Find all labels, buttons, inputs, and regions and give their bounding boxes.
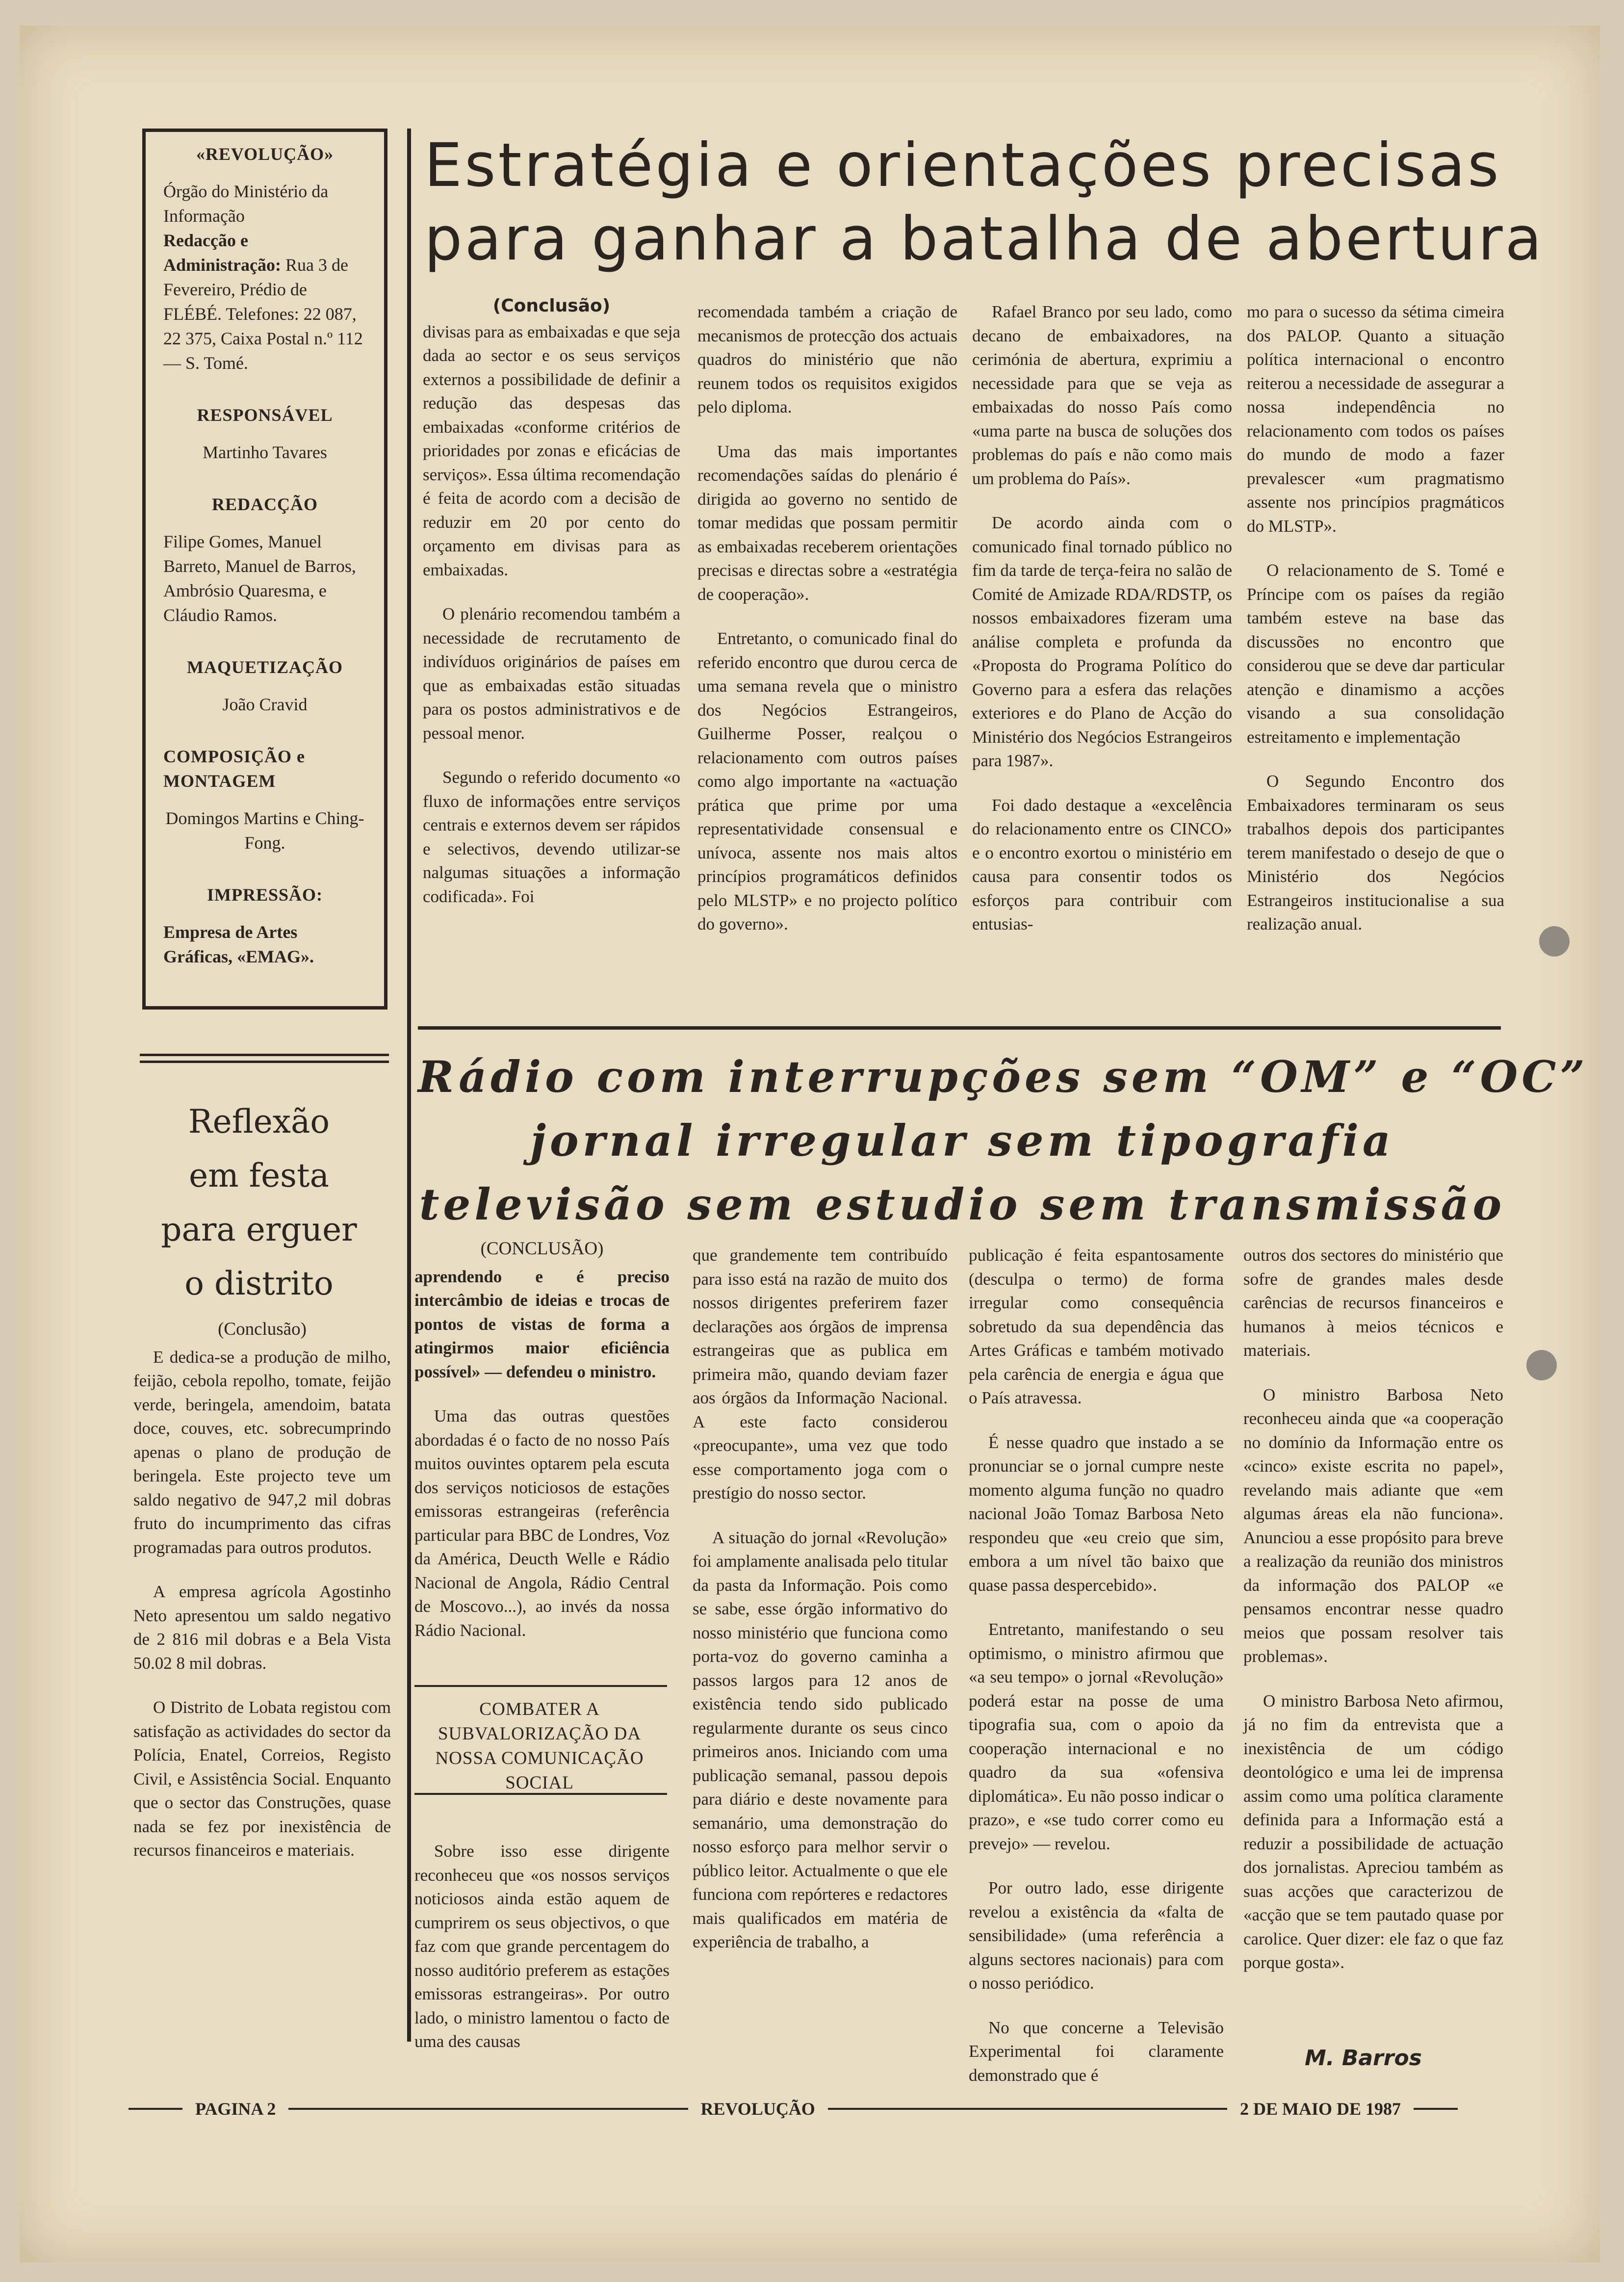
- masthead-name: «REVOLUÇÃO»: [196, 144, 334, 164]
- paragraph: Rafael Branco por seu lado, como decano de embaixadores, na cerimónia de abertura, exprimiu a necessidade para que se veja as embaixadas do nosso País como «uma parte na busca de soluções dos problemas do país e não como mais um problema do País».: [972, 302, 1232, 488]
- article1-column-2: [697, 300, 957, 957]
- section-rule: [418, 1026, 1501, 1030]
- footer-rule: [1414, 2108, 1458, 2110]
- paragraph: A empresa agrícola Agostinho Neto apresentou um saldo negativo de 2 816 mil dobras e a Bela Vista 50.02 8 mil dobras.: [133, 1582, 391, 1673]
- article1-column-1: [423, 294, 680, 929]
- paragraph: aprendendo e é preciso intercâmbio de ideias e trocas de pontos de vistas de forma a atingirmos maior eficiência possível» — defendeu o ministro.: [414, 1267, 670, 1381]
- footer-rule: [828, 2108, 1227, 2110]
- paper-name: REVOLUÇÃO: [700, 2099, 815, 2119]
- headline-line: jornal irregular sem tipografia: [530, 1115, 1394, 1166]
- paragraph: Uma das mais importantes recomendações saídas do plenário é dirigida ao governo no sentido de tomar medidas que possam permitir as embaixadas receberem orientações precisas e directas sobre a «estratégia de cooperação».: [697, 441, 957, 604]
- paragraph: A situação do jornal «Revolução» foi amplamente analisada pelo titular da pasta da Informação. Pois como se sabe, esse órgão informativo do nosso ministério que funciona como porta-voz do governo caminha a passos largos para 12 anos de existência tendo sido publicado regularmente durante os seus cinco primeiros anos. Iniciando com uma publicação semanal, passou depois para diário e deste novamente para semanário, uma demonstração do nosso esforço para melhor servir o público leitor. Actualmente o que ele funciona com repórteres e redactores mais qualificados em matéria de experiência de trabalho, a: [693, 1528, 948, 1951]
- paragraph: Por outro lado, esse dirigente revelou a existência da «falta de sensibilidade» (uma referência a alguns sectores nacionais) para com o nosso periódico.: [969, 1878, 1224, 1993]
- headline-line: para ganhar a batalha de abertura: [424, 204, 1545, 274]
- headline-line: para erguer: [161, 1211, 357, 1248]
- punch-hole: [1539, 926, 1570, 957]
- subhead-rule: [414, 1685, 667, 1687]
- paragraph: Foi dado destaque a «excelência do relacionamento entre os CINCO» e o encontro exortou o ministério em causa para consentir todos os esforços para contribuir com entusias-: [972, 795, 1232, 934]
- address-text: Rua 3 de Fevereiro, Prédio de FLÉBÉ. Telefones: 22 087, 22 375, Caixa Postal n.º 112 — S. Tomé.: [163, 255, 363, 373]
- headline-line: Estratégia e orientações precisas: [424, 130, 1501, 200]
- headline-line: o distrito: [184, 1265, 334, 1302]
- issue-date: 2 DE MAIO DE 1987: [1239, 2099, 1401, 2119]
- article1-column-3: [972, 300, 1232, 957]
- column-divider: [407, 129, 411, 2042]
- article2-column-3: [969, 1244, 1224, 2108]
- conclusao-label: (CONCLUSÃO): [480, 1239, 604, 1259]
- conclusao-label: (Conclusão): [218, 1319, 307, 1339]
- masthead-box: [142, 129, 387, 1010]
- section-rule: [140, 1054, 389, 1056]
- headline-line: Rádio com interrupções sem “OM” e “OC”: [418, 1051, 1589, 1102]
- punch-hole: [1526, 1350, 1557, 1380]
- article2-headline: [418, 1045, 1589, 1236]
- organ-text: Órgão do Ministério da Informação: [163, 182, 329, 226]
- paragraph: O Segundo Encontro dos Embaixadores terminaram os seus trabalhos depois dos participantes terem manifestado o desejo de que o Ministério dos Negócios Estrangeiros institucionalise a sua realização anual.: [1247, 772, 1504, 934]
- paragraph: outros dos sectores do ministério que sofre de grandes males desde carências de recursos financeiros e humanos à meios técnicos e materiais.: [1243, 1245, 1503, 1360]
- paragraph: O Distrito de Lobata registou com satisfação as actividades do sector da Polícia, Enatel, Correios, Registo Civil, e Assistência Social. Enquanto que o sector das Construções, quase nada se fez por inexistência de recursos financeiros e materiais.: [133, 1698, 391, 1860]
- paragraph: Sobre isso esse dirigente reconheceu que «os nossos serviços noticiosos ainda estão aquem de cumprirem os seus objectivos, o que faz com que grande percentagem do nosso auditório preferem as estações emissoras estrangeiras». Por outro lado, o ministro lamentou o facto de uma des causas: [414, 1841, 670, 2051]
- article2-signature: M. Barros: [1305, 2046, 1422, 2071]
- paragraph: divisas para as embaixadas e que seja dada ao sector e os seus serviços externos a possibilidade de definir a redução das despesas das embaixadas «conforme critérios de prioridades por zonas e eficácias de serviços». Essa última recomendação é feita de acordo com a decisão de reduzir em 20 por cento do orçamento em divisas para as embaixadas.: [423, 322, 680, 579]
- composicao-label: COMPOSIÇÃO e MONTAGEM: [163, 747, 305, 791]
- paragraph: E dedica-se a produção de milho, feijão, cebola repolho, tomate, feijão verde, beringela, amendoim, batata doce, couves, etc. sobrecumprindo apenas o plano de produção de beringela. Este projecto teve um saldo negativo de 947,2 mil dobras fruto do incumprimento das cifras programadas para outros produtos.: [133, 1347, 391, 1557]
- redaccao-names: Filipe Gomes, Manuel Barreto, Manuel de Barros, Ambrósio Quaresma, e Cláudio Ramos.: [163, 532, 356, 625]
- article2-column-1: [414, 1237, 670, 1663]
- paragraph: No que concerne a Televisão Experimental foi claramente demonstrado que é: [969, 2018, 1224, 2085]
- paragraph: Entretanto, o comunicado final do referido encontro que durou cerca de uma semana revela que o ministro dos Negócios Estrangeiros, Guilherme Posser, realçou o relacionamento com outros países como algo importante na «actuação prática que prime por uma representatividade consensual e unívoca, assente nos mais altos princípios programáticos definidos pelo MLSTP» e no projecto político do governo».: [697, 629, 957, 934]
- page-number: PAGINA 2: [195, 2099, 276, 2119]
- redaccao-label: REDACÇÃO: [211, 494, 318, 514]
- article2-column-4: [1243, 1244, 1503, 1996]
- impressao-name: Empresa de Artes Gráficas, «EMAG».: [163, 922, 314, 966]
- maquetizacao-label: MAQUETIZAÇÃO: [186, 657, 343, 677]
- paragraph: Entretanto, manifestando o seu optimismo, o ministro afirmou que «a seu tempo» o jornal «Revolução» poderá estar na posse de uma tipografia sua, com o apoio da cooperação internacional e no quadro da sua «ofensiva diplomática». Eu não posso indicar o prazo», e «se tudo correr como eu prevejo» — revelou.: [969, 1620, 1224, 1853]
- impressao-label: IMPRESSÃO:: [206, 885, 323, 905]
- article1-column-4: [1247, 300, 1504, 957]
- footer-rule: [288, 2108, 688, 2110]
- headline-line: televisão sem estudio sem transmissão: [419, 1179, 1506, 1230]
- paragraph: recomendada também a criação de mecanismos de protecção dos actuais quadros do ministério que não reunem todos os requisitos exigidos pelo diploma.: [697, 302, 957, 416]
- article3-headline: [136, 1095, 382, 1311]
- maquetizacao-name: João Cravid: [222, 695, 308, 714]
- composicao-names: Domingos Martins e Ching-Fong.: [165, 808, 364, 853]
- paragraph: que grandemente tem contribuído para isso está na razão de muito dos nossos dirigentes preferirem fazer declarações aos órgãos de imprensa estrangeiras que as publica em primeira mão, quando deviam fazer aos órgãos da Informação Nacional. A este facto considerou «preocupante», uma vez que todo esse comportamento joga com o prestígio do nosso sector.: [693, 1245, 948, 1503]
- paragraph: De acordo ainda com o comunicado final tornado público no fim da tarde de terça-feira no salão de Comité de Amizade RDA/RDSTP, os nossos embaixadores fizeram uma análise completa e profunda da «Proposta do Programa Político do Governo para a esfera das relações exteriores e do Plano de Acção do Ministério dos Negócios Estrangeiros para 1987».: [972, 513, 1232, 770]
- paragraph: publicação é feita espantosamente (desculpa o termo) de forma irregular como consequência sobretudo da sua dependência das Artes Gráficas e também motivado pela carência de energia e água que o País atravessa.: [969, 1245, 1224, 1407]
- section-rule: [140, 1061, 389, 1063]
- paragraph: O plenário recomendou também a necessidade de recrutamento de indivíduos originários de países em que as embaixadas estão situadas para os postos administrativos e de pessoal menor.: [423, 604, 680, 743]
- paragraph: mo para o sucesso da sétima cimeira dos PALOP. Quanto a situação política internacional o encontro reiterou a necessidade de assegurar a nossa independência no relacionamento com todos os países do mundo de modo a fazer prevalescer «um pragmatismo assente nos princípios pragmáticos do MLSTP».: [1247, 302, 1504, 536]
- article1-headline: [424, 129, 1545, 276]
- article2-column-2: [693, 1244, 948, 1975]
- paragraph: Uma das outras questões abordadas é o facto de no nosso País muitos ouvintes optarem pela escuta dos serviços noticiosos de estações emissoras estrangeiras (referência particular para BBC de Londres, Voz da América, Deucth Welle e Rádio Nacional de Angola, Rádio Central de Moscovo...), ao invés da nossa Rádio Nacional.: [414, 1406, 670, 1640]
- responsavel-name: Martinho Tavares: [203, 442, 327, 462]
- address-label: Redacção e Administração:: [163, 231, 281, 275]
- conclusao-label: (Conclusão): [492, 296, 611, 316]
- paragraph: O relacionamento de S. Tomé e Príncipe com os países da região também esteve na base das discussões no encontro que considerou que se deve dar particular atenção e dinamismo a acções visando a sua consolidação estreitamento e implementação: [1247, 561, 1504, 747]
- page-footer: [129, 2099, 1458, 2119]
- paragraph: O ministro Barbosa Neto afirmou, já no fim da entrevista que a inexistência de um código deontológico e uma lei de imprensa assim como uma política claramente definida para a Informação está a reduzir a possibilidade de actuação dos jornalistas. Apreciou também as suas acções que caracterizou de «acção que se tem pautado quase por carolice. Quer dizer: ele faz o que faz porque gosta».: [1243, 1691, 1503, 1972]
- subhead-rule: [414, 1793, 667, 1795]
- article2-column-1b: [414, 1840, 670, 2075]
- paragraph: É nesse quadro que instado a se pronunciar se o jornal cumpre neste momento alguma função no quadro nacional João Tomaz Barbosa Neto respondeu que «eu creio que sim, embora a um nível tão baixo que quase passa despercebido».: [969, 1432, 1224, 1595]
- responsavel-label: RESPONSÁVEL: [197, 405, 333, 425]
- footer-rule: [129, 2108, 182, 2110]
- headline-line: em festa: [189, 1157, 329, 1194]
- paragraph: Segundo o referido documento «o fluxo de informações entre serviços centrais e externos devem ser rápidos e selectivos, devendo utilizar-se nalgumas situações a informação codificada». Foi: [423, 768, 680, 906]
- article3-column: [133, 1318, 391, 1883]
- paragraph: O ministro Barbosa Neto reconheceu ainda que «a cooperação no domínio da Informação entre os «cinco» existe escrita no papel», revelando mais adiante que «em algumas áreas ela não funciona». Anunciou a esse propósito para breve a realização da reunião dos ministros da informação dos PALOP «e pensamos encontrar nesse quadro meios que possam resolver tais problemas».: [1243, 1385, 1503, 1666]
- article2-subhead: COMBATER A SUBVALORIZAÇÃO DA NOSSA COMUNICAÇÃO SOCIAL: [435, 1699, 644, 1793]
- headline-line: Reflexão: [188, 1103, 330, 1141]
